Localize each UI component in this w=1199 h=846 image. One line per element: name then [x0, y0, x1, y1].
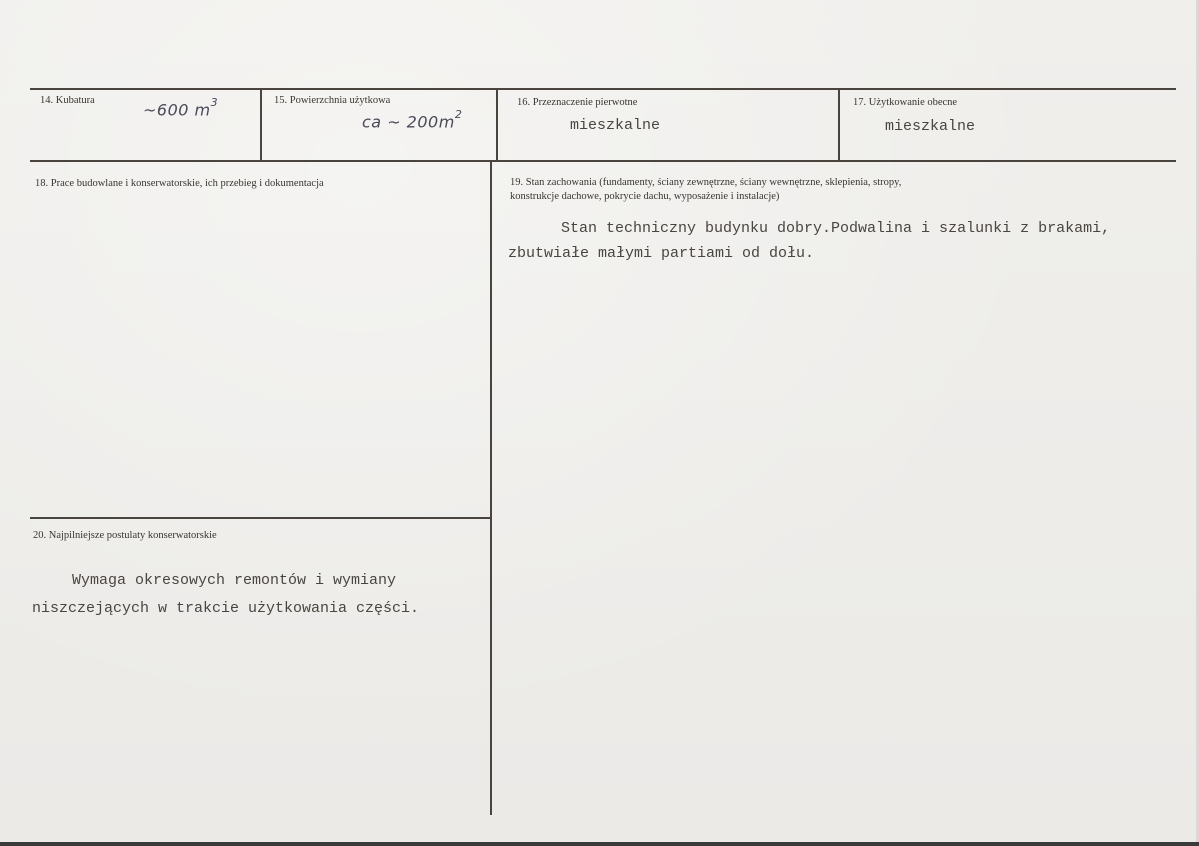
field-19-label-line-2: konstrukcje dachowe, pokrycie dachu, wyposażenie i instalacje)	[510, 191, 780, 202]
divider-14-15	[260, 88, 262, 162]
paper-bottom-edge	[0, 842, 1199, 846]
field-19-text-line-2: zbutwiałe małymi partiami od dołu.	[508, 245, 815, 262]
field-15-value-exponent: 2	[454, 108, 463, 121]
field-14-value	[143, 96, 219, 120]
field-17-label: 17. Użytkowanie obecne	[853, 97, 958, 108]
top-rule	[30, 88, 1176, 90]
field-14-label: 14. Kubatura	[40, 95, 95, 106]
field-15-value-text: ca ~ 200m	[362, 112, 455, 132]
field-20-label: 20. Najpilniejsze postulaty konserwatorskie	[33, 530, 217, 541]
divider-16-17	[838, 88, 840, 162]
field-15-value	[362, 108, 463, 132]
field-16-value: mieszkalne	[570, 117, 661, 134]
section-20-top-rule	[30, 517, 491, 519]
field-15-label: 15. Powierzchnia użytkowa	[274, 95, 391, 106]
field-18-label: 18. Prace budowlane i konserwatorskie, ich przebieg i dokumentacja	[35, 178, 324, 189]
field-16-label: 16. Przeznaczenie pierwotne	[517, 97, 638, 108]
field-19-label-line-1: 19. Stan zachowania (fundamenty, ściany zewnętrzne, ściany wewnętrzne, sklepienia, stropy,	[510, 177, 902, 188]
field-19-text-line-1: Stan techniczny budynku dobry.Podwalina i szalunki z brakami,	[561, 220, 1111, 237]
field-20-text-line-1: Wymaga okresowych remontów i wymiany	[72, 572, 397, 589]
field-17-value: mieszkalne	[885, 118, 976, 135]
field-20-text-line-2: niszczejących w trakcie użytkowania części.	[32, 600, 420, 617]
field-14-value-exponent: 3	[210, 96, 219, 109]
main-column-divider	[490, 160, 492, 815]
row-divider-rule	[30, 160, 1176, 162]
divider-15-16	[496, 88, 498, 162]
field-14-value-text: ~600 m	[143, 100, 211, 120]
